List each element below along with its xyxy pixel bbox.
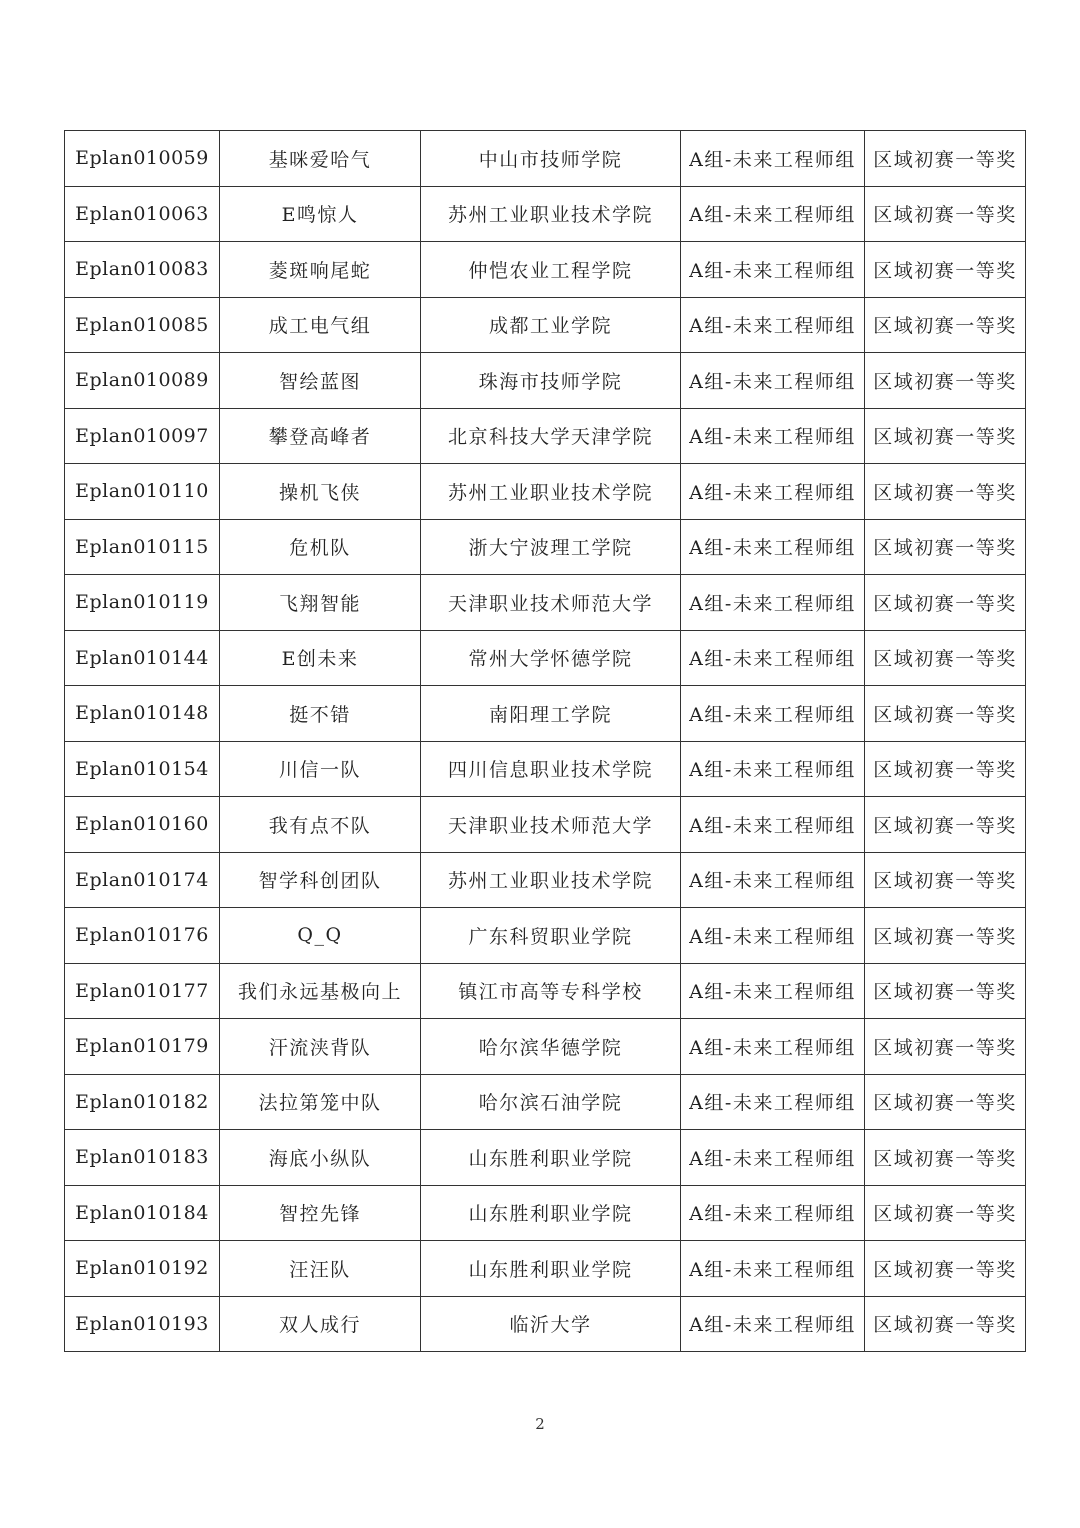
group-cell: A组-未来工程师组 — [681, 908, 865, 964]
group-cell: A组-未来工程师组 — [681, 297, 865, 353]
award-cell: 区域初赛一等奖 — [865, 1185, 1026, 1241]
team-id-cell: Eplan010085 — [65, 297, 220, 353]
team-id-cell: Eplan010115 — [65, 519, 220, 575]
school-cell: 北京科技大学天津学院 — [421, 408, 681, 464]
team-name-cell: 我们永远基极向上 — [220, 963, 421, 1019]
award-results-table — [64, 130, 1026, 1352]
table-row — [65, 131, 1026, 187]
table-row — [65, 408, 1026, 464]
award-cell: 区域初赛一等奖 — [865, 186, 1026, 242]
award-cell: 区域初赛一等奖 — [865, 464, 1026, 520]
team-name-cell: 海底小纵队 — [220, 1130, 421, 1186]
team-name-cell: 智学科创团队 — [220, 852, 421, 908]
team-name-cell: 我有点不队 — [220, 797, 421, 853]
award-cell: 区域初赛一等奖 — [865, 519, 1026, 575]
team-name-cell: 攀登高峰者 — [220, 408, 421, 464]
table-row — [65, 797, 1026, 853]
table-row — [65, 1019, 1026, 1075]
award-cell: 区域初赛一等奖 — [865, 131, 1026, 187]
team-name-cell: 双人成行 — [220, 1296, 421, 1352]
award-cell: 区域初赛一等奖 — [865, 852, 1026, 908]
group-cell: A组-未来工程师组 — [681, 575, 865, 631]
table-row — [65, 353, 1026, 409]
table-row — [65, 1074, 1026, 1130]
school-cell: 四川信息职业技术学院 — [421, 741, 681, 797]
team-id-cell: Eplan010059 — [65, 131, 220, 187]
table-row — [65, 852, 1026, 908]
team-id-cell: Eplan010192 — [65, 1241, 220, 1297]
table-row — [65, 464, 1026, 520]
team-name-cell: 成工电气组 — [220, 297, 421, 353]
school-cell: 临沂大学 — [421, 1296, 681, 1352]
team-id-cell: Eplan010154 — [65, 741, 220, 797]
team-name-cell: 挺不错 — [220, 686, 421, 742]
group-cell: A组-未来工程师组 — [681, 1241, 865, 1297]
group-cell: A组-未来工程师组 — [681, 131, 865, 187]
award-cell: 区域初赛一等奖 — [865, 242, 1026, 298]
group-cell: A组-未来工程师组 — [681, 353, 865, 409]
table-row — [65, 1241, 1026, 1297]
table-row — [65, 908, 1026, 964]
table-row — [65, 1296, 1026, 1352]
table-row — [65, 630, 1026, 686]
school-cell: 镇江市高等专科学校 — [421, 963, 681, 1019]
team-id-cell: Eplan010193 — [65, 1296, 220, 1352]
award-cell: 区域初赛一等奖 — [865, 686, 1026, 742]
team-name-cell: 汗流浃背队 — [220, 1019, 421, 1075]
award-cell: 区域初赛一等奖 — [865, 630, 1026, 686]
group-cell: A组-未来工程师组 — [681, 852, 865, 908]
team-name-cell: 智控先锋 — [220, 1185, 421, 1241]
group-cell: A组-未来工程师组 — [681, 797, 865, 853]
team-name-cell: E鸣惊人 — [220, 186, 421, 242]
team-id-cell: Eplan010083 — [65, 242, 220, 298]
group-cell: A组-未来工程师组 — [681, 630, 865, 686]
team-id-cell: Eplan010184 — [65, 1185, 220, 1241]
team-id-cell: Eplan010089 — [65, 353, 220, 409]
team-name-cell: 法拉第笼中队 — [220, 1074, 421, 1130]
group-cell: A组-未来工程师组 — [681, 464, 865, 520]
team-name-cell: 川信一队 — [220, 741, 421, 797]
school-cell: 南阳理工学院 — [421, 686, 681, 742]
team-id-cell: Eplan010144 — [65, 630, 220, 686]
school-cell: 中山市技师学院 — [421, 131, 681, 187]
school-cell: 成都工业学院 — [421, 297, 681, 353]
award-cell: 区域初赛一等奖 — [865, 797, 1026, 853]
table-row — [65, 575, 1026, 631]
group-cell: A组-未来工程师组 — [681, 408, 865, 464]
team-id-cell: Eplan010119 — [65, 575, 220, 631]
table-row — [65, 297, 1026, 353]
team-id-cell: Eplan010174 — [65, 852, 220, 908]
award-cell: 区域初赛一等奖 — [865, 1019, 1026, 1075]
table-row — [65, 686, 1026, 742]
team-id-cell: Eplan010177 — [65, 963, 220, 1019]
award-cell: 区域初赛一等奖 — [865, 353, 1026, 409]
team-name-cell: 智绘蓝图 — [220, 353, 421, 409]
table-row — [65, 519, 1026, 575]
group-cell: A组-未来工程师组 — [681, 242, 865, 298]
award-results-table-body — [65, 131, 1026, 1352]
school-cell: 天津职业技术师范大学 — [421, 575, 681, 631]
team-name-cell: E创未来 — [220, 630, 421, 686]
group-cell: A组-未来工程师组 — [681, 1074, 865, 1130]
school-cell: 浙大宁波理工学院 — [421, 519, 681, 575]
table-row — [65, 741, 1026, 797]
table-row — [65, 963, 1026, 1019]
team-id-cell: Eplan010182 — [65, 1074, 220, 1130]
team-id-cell: Eplan010148 — [65, 686, 220, 742]
group-cell: A组-未来工程师组 — [681, 1019, 865, 1075]
team-name-cell: 菱斑响尾蛇 — [220, 242, 421, 298]
team-name-cell: 基咪爱哈气 — [220, 131, 421, 187]
team-id-cell: Eplan010160 — [65, 797, 220, 853]
team-id-cell: Eplan010183 — [65, 1130, 220, 1186]
school-cell: 珠海市技师学院 — [421, 353, 681, 409]
award-cell: 区域初赛一等奖 — [865, 741, 1026, 797]
group-cell: A组-未来工程师组 — [681, 741, 865, 797]
school-cell: 山东胜利职业学院 — [421, 1241, 681, 1297]
award-cell: 区域初赛一等奖 — [865, 1074, 1026, 1130]
table-row — [65, 242, 1026, 298]
team-name-cell: 飞翔智能 — [220, 575, 421, 631]
team-id-cell: Eplan010097 — [65, 408, 220, 464]
group-cell: A组-未来工程师组 — [681, 963, 865, 1019]
group-cell: A组-未来工程师组 — [681, 1296, 865, 1352]
table-row — [65, 1130, 1026, 1186]
school-cell: 哈尔滨华德学院 — [421, 1019, 681, 1075]
table-row — [65, 1185, 1026, 1241]
school-cell: 苏州工业职业技术学院 — [421, 186, 681, 242]
school-cell: 仲恺农业工程学院 — [421, 242, 681, 298]
group-cell: A组-未来工程师组 — [681, 1130, 865, 1186]
school-cell: 天津职业技术师范大学 — [421, 797, 681, 853]
team-name-cell: 危机队 — [220, 519, 421, 575]
team-name-cell: Q_Q — [220, 908, 421, 964]
school-cell: 苏州工业职业技术学院 — [421, 852, 681, 908]
award-cell: 区域初赛一等奖 — [865, 575, 1026, 631]
school-cell: 广东科贸职业学院 — [421, 908, 681, 964]
group-cell: A组-未来工程师组 — [681, 519, 865, 575]
team-id-cell: Eplan010176 — [65, 908, 220, 964]
team-id-cell: Eplan010110 — [65, 464, 220, 520]
team-name-cell: 汪汪队 — [220, 1241, 421, 1297]
team-id-cell: Eplan010063 — [65, 186, 220, 242]
school-cell: 苏州工业职业技术学院 — [421, 464, 681, 520]
award-cell: 区域初赛一等奖 — [865, 963, 1026, 1019]
school-cell: 哈尔滨石油学院 — [421, 1074, 681, 1130]
school-cell: 常州大学怀德学院 — [421, 630, 681, 686]
school-cell: 山东胜利职业学院 — [421, 1130, 681, 1186]
group-cell: A组-未来工程师组 — [681, 186, 865, 242]
award-cell: 区域初赛一等奖 — [865, 1241, 1026, 1297]
page-number: 2 — [535, 1415, 545, 1433]
team-name-cell: 操机飞侠 — [220, 464, 421, 520]
team-id-cell: Eplan010179 — [65, 1019, 220, 1075]
award-cell: 区域初赛一等奖 — [865, 1296, 1026, 1352]
group-cell: A组-未来工程师组 — [681, 686, 865, 742]
award-cell: 区域初赛一等奖 — [865, 1130, 1026, 1186]
award-cell: 区域初赛一等奖 — [865, 408, 1026, 464]
award-cell: 区域初赛一等奖 — [865, 908, 1026, 964]
group-cell: A组-未来工程师组 — [681, 1185, 865, 1241]
school-cell: 山东胜利职业学院 — [421, 1185, 681, 1241]
table-row — [65, 186, 1026, 242]
award-cell: 区域初赛一等奖 — [865, 297, 1026, 353]
